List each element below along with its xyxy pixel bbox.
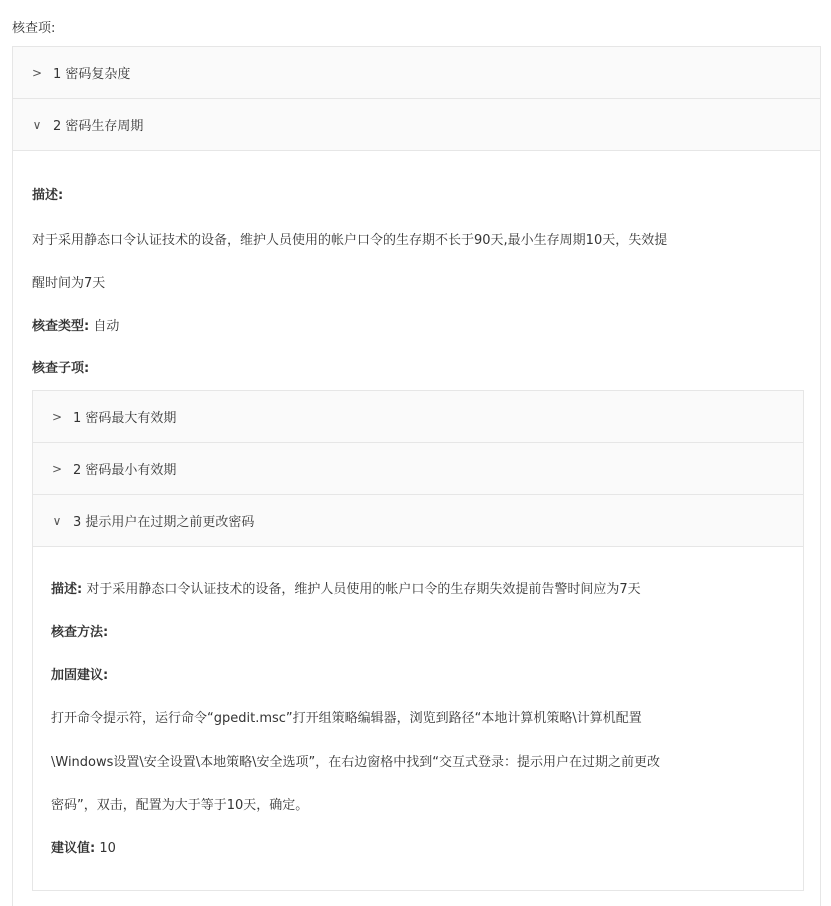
- advice-text-line1: 打开命令提示符，运行命令“gpedit.msc”打开组策略编辑器，浏览到路径“本地计算机策略\计算机配置: [51, 711, 642, 726]
- chevron-down-icon: ∨: [52, 513, 62, 528]
- accordion-item-label: 2 密码生存周期: [53, 119, 144, 134]
- check-items-accordion: [12, 46, 821, 906]
- sub-item-1[interactable]: [33, 391, 803, 443]
- sub-item-label: 1 密码最大有效期: [73, 411, 177, 426]
- advice-text-line3: 密码”，双击，配置为大于等于10天，确定。: [51, 798, 309, 813]
- chevron-right-icon: >: [51, 409, 63, 424]
- accordion-item-1[interactable]: [13, 47, 820, 99]
- recommended-value: [51, 837, 116, 856]
- sub-items-label: 核查子项:: [32, 361, 90, 376]
- recommended-value-text: 10: [95, 841, 116, 856]
- sub-item-3[interactable]: [33, 495, 803, 547]
- chevron-down-icon: ∨: [32, 117, 42, 132]
- sub-description-value: 对于采用静态口令认证技术的设备，维护人员使用的帐户口令的生存期失效提前告警时间应为7天: [82, 582, 641, 597]
- sub-item-label: 3 提示用户在过期之前更改密码: [73, 515, 255, 530]
- sub-item-label: 2 密码最小有效期: [73, 463, 177, 478]
- accordion-item-label: 1 密码复杂度: [53, 67, 131, 82]
- sub-description-label: 描述:: [51, 582, 83, 597]
- sub-description: [51, 578, 641, 597]
- recommended-value-label: 建议值:: [51, 841, 96, 856]
- accordion-item-2[interactable]: [13, 99, 820, 151]
- advice-label: 加固建议:: [51, 668, 109, 683]
- check-type-value: 自动: [89, 319, 120, 334]
- description-text-line2: 醒时间为7天: [32, 276, 106, 291]
- check-method-label: 核查方法:: [51, 625, 109, 640]
- description-label: 描述:: [32, 188, 64, 203]
- sub-items-accordion: [32, 390, 804, 891]
- check-type: [32, 315, 119, 334]
- sub-item-2[interactable]: [33, 443, 803, 495]
- chevron-right-icon: >: [51, 461, 63, 476]
- description-text-line1: 对于采用静态口令认证技术的设备，维护人员使用的帐户口令的生存期不长于90天,最小生存周期10天，失效提: [32, 233, 668, 248]
- advice-text-line2: \Windows设置\安全设置\本地策略\安全选项”，在右边窗格中找到“交互式登录：提示用户在过期之前更改: [51, 755, 661, 770]
- check-type-label: 核查类型:: [32, 319, 90, 334]
- section-title: 核查项:: [12, 21, 56, 36]
- chevron-right-icon: >: [31, 65, 43, 80]
